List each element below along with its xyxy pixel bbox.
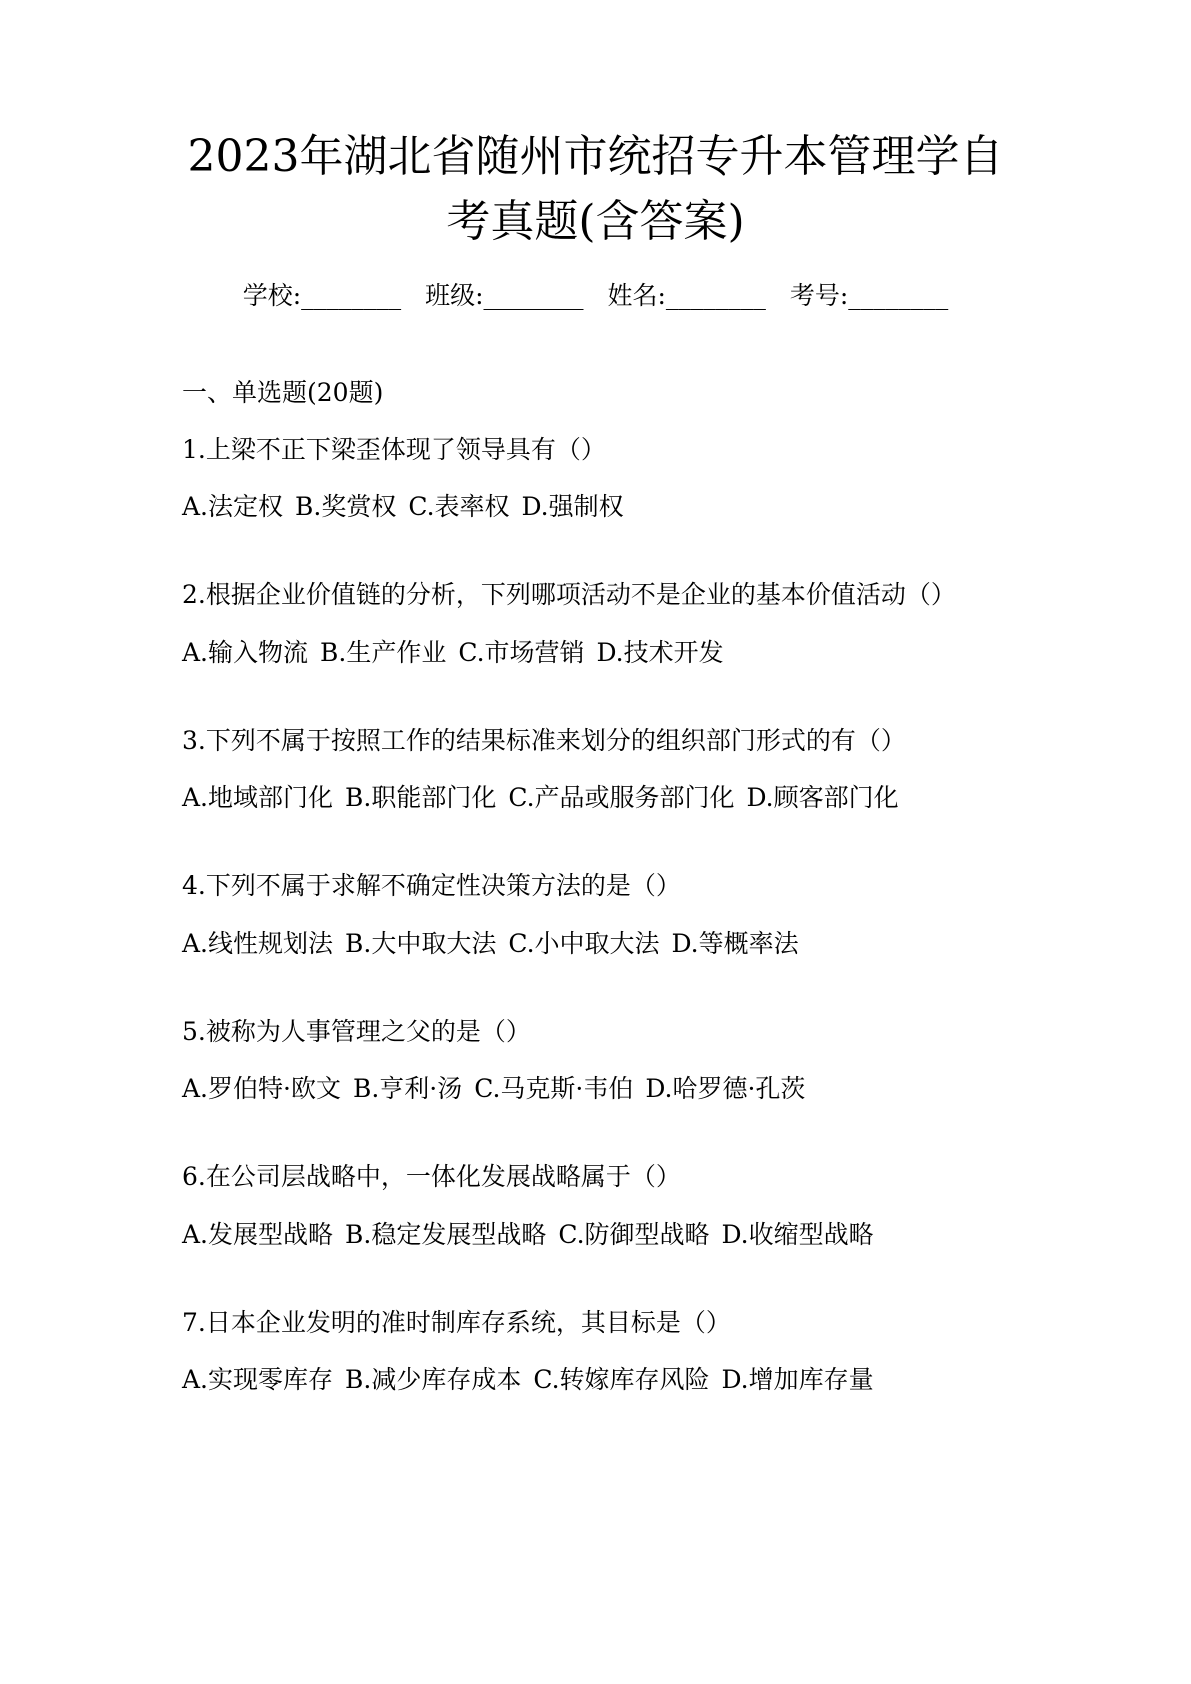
question-5-option-c: C.马克斯·韦伯 [474,1074,634,1103]
question-1-option-c: C.表率权 [408,492,510,521]
question-2-option-d: D.技术开发 [596,638,724,667]
question-1-option-b: B.奖赏权 [295,492,397,521]
question-2-option-a: A.输入物流 [182,638,309,667]
school-field: 学校:________ [242,281,402,310]
question-4-option-b: B.大中取大法 [345,929,497,958]
question-1-text: 1.上梁不正下梁歪体现了领导具有（） [182,435,606,464]
question-6-options [182,1222,886,1247]
question-7-options [182,1367,886,1392]
document-title-line-1: 2023年湖北省随州市统招专升本管理学自 [187,131,1004,182]
name-field: 姓名:________ [607,281,766,310]
question-1-option-d: D.强制权 [521,492,624,521]
section-heading: 一、单选题(20题) [182,378,384,407]
question-4-option-a: A.线性规划法 [182,929,334,958]
question-2-options [182,640,736,665]
question-3-text: 3.下列不属于按照工作的结果标准来划分的组织部门形式的有（） [182,726,906,755]
question-4-option-c: C.小中取大法 [508,929,660,958]
exam-number-field: 考号:________ [789,281,949,310]
student-info-row [0,283,1191,308]
question-6-option-a: A.发展型战略 [182,1220,334,1249]
question-7-option-c: C.转嫁库存风险 [533,1365,710,1394]
question-5-option-d: D.哈罗德·孔茨 [645,1074,806,1103]
question-3-option-c: C.产品或服务部门化 [508,783,735,812]
question-5-text: 5.被称为人事管理之父的是（） [182,1017,531,1046]
question-6-option-c: C.防御型战略 [558,1220,710,1249]
question-7-option-b: B.减少库存成本 [345,1365,522,1394]
question-4-options [182,931,811,956]
question-7-option-d: D.增加库存量 [721,1365,874,1394]
question-2-option-c: C.市场营销 [458,638,585,667]
question-1-options [182,494,636,519]
question-5-option-a: A.罗伯特·欧文 [182,1074,341,1103]
question-3-option-b: B.职能部门化 [345,783,497,812]
question-5-options [182,1076,817,1101]
question-5-option-b: B.亨利·汤 [352,1074,463,1103]
question-7-option-a: A.实现零库存 [182,1365,334,1394]
question-6-option-b: B.稳定发展型战略 [345,1220,547,1249]
question-7-text: 7.日本企业发明的准时制库存系统，其目标是（） [182,1308,731,1337]
question-6-option-d: D.收缩型战略 [721,1220,874,1249]
question-3-options [182,785,911,810]
class-field: 班级:________ [425,281,584,310]
question-4-text: 4.下列不属于求解不确定性决策方法的是（） [182,871,681,900]
question-3-option-a: A.地域部门化 [182,783,334,812]
question-6-text: 6.在公司层战略中，一体化发展战略属于（） [182,1162,681,1191]
question-4-option-d: D.等概率法 [671,929,799,958]
document-title-line-2: 考真题(含答案) [446,196,745,247]
question-2-text: 2.根据企业价值链的分析，下列哪项活动不是企业的基本价值活动（） [182,580,956,609]
question-1-option-a: A.法定权 [182,492,284,521]
question-3-option-d: D.顾客部门化 [746,783,899,812]
question-2-option-b: B.生产作业 [320,638,447,667]
